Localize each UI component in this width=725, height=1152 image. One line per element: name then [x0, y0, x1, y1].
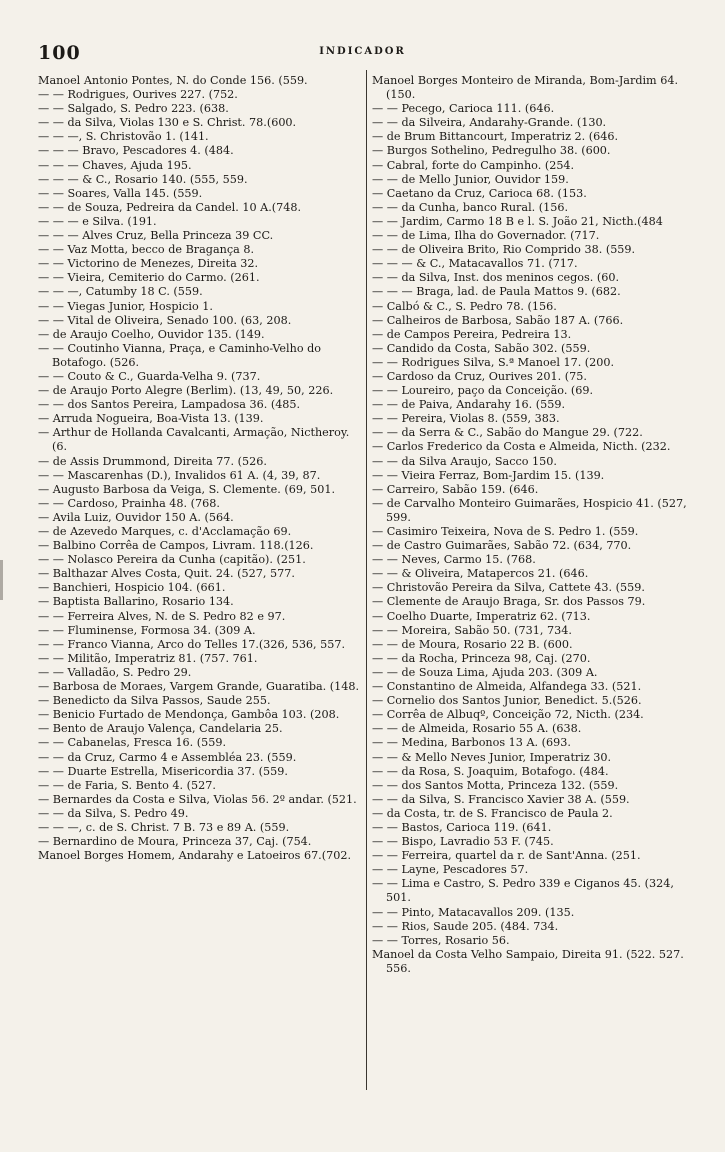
- directory-entry: — — de Paiva, Andarahy 16. (559.: [372, 398, 566, 412]
- directory-entry: — — Vieira Ferraz, Bom-Jardim 15. (139.: [372, 468, 605, 482]
- directory-entry: — — de Faria, S. Bento 4. (527.: [38, 778, 216, 792]
- directory-entry: Manoel da Costa Velho Sampaio, Direita 91. (522. 527. 556.: [372, 947, 684, 975]
- directory-entry: — — —, Catumby 18 C. (559.: [38, 285, 203, 299]
- directory-entry: — — Vieira, Cemiterio do Carmo. (261.: [38, 271, 260, 285]
- directory-entry: — Arruda Nogueira, Boa-Vista 13. (139.: [38, 412, 264, 426]
- directory-entry: — — da Silva, S. Pedro 49.: [38, 806, 189, 820]
- directory-entry: — — — e Silva. (191.: [38, 214, 157, 228]
- directory-entry: — de Campos Pereira, Pedreira 13.: [372, 327, 572, 341]
- directory-entry: — de Araujo Porto Alegre (Berlim). (13, 49, 50, 226.: [38, 384, 334, 398]
- directory-entry: — — — & C., Matacavallos 71. (717.: [372, 257, 578, 271]
- directory-entry: — de Carvalho Monteiro Guimarães, Hospicio 41. (527, 599.: [372, 496, 687, 524]
- directory-entry: — — Valladão, S. Pedro 29.: [38, 665, 192, 679]
- page-header: [0, 42, 725, 66]
- right-column: [372, 74, 698, 976]
- directory-entry: — — de Almeida, Rosario 55 A. (638.: [372, 722, 582, 736]
- directory-entry: — — da Silveira, Andarahy-Grande. (130.: [372, 116, 607, 130]
- directory-entry: — de Castro Guimarães, Sabão 72. (634, 770.: [372, 539, 632, 553]
- directory-entry: — Cornelio dos Santos Junior, Benedict. 5.(526.: [372, 694, 642, 708]
- directory-entry: — — Viegas Junior, Hospicio 1.: [38, 299, 213, 313]
- directory-entry: — Cabral, forte do Campinho. (254.: [372, 158, 575, 172]
- directory-entry: — Bernardino de Moura, Princeza 37, Caj. (754.: [38, 835, 312, 849]
- directory-entry: — de Araujo Coelho, Ouvidor 135. (149.: [38, 327, 265, 341]
- directory-entry: — Bento de Araujo Valença, Candelaria 25.: [38, 722, 283, 736]
- page-number: 100: [38, 42, 81, 64]
- directory-entry: — — & Mello Neves Junior, Imperatriz 30.: [372, 750, 612, 764]
- directory-entry: — — Coutinho Vianna, Praça, e Caminho-Velho do Botafogo. (526.: [38, 341, 322, 369]
- directory-entry: — Bernardes da Costa e Silva, Violas 56. 2º andar. (521.: [38, 792, 357, 806]
- directory-entry: — — Vaz Motta, becco de Bragança 8.: [38, 243, 255, 257]
- directory-entry: — — Cabanelas, Fresca 16. (559.: [38, 736, 227, 750]
- directory-entry: — de Assis Drummond, Direita 77. (526.: [38, 454, 267, 468]
- directory-entry: — Avila Luiz, Ouvidor 150 A. (564.: [38, 510, 234, 524]
- directory-entry: — — —, c. de S. Christ. 7 B. 73 e 89 A. (559.: [38, 820, 290, 834]
- directory-entry: — Benicio Furtado de Mendonça, Gambôa 103. (208.: [38, 708, 340, 722]
- directory-entry: — — Rios, Saude 205. (484. 734.: [372, 919, 559, 933]
- directory-entry: — — Rodrigues, Ourives 227. (752.: [38, 88, 238, 102]
- directory-entry: — — — Braga, lad. de Paula Mattos 9. (682.: [372, 285, 621, 299]
- directory-entry: — Benedicto da Silva Passos, Saude 255.: [38, 694, 271, 708]
- directory-entry: — — da Silva, Violas 130 e S. Christ. 78.(600.: [38, 116, 297, 130]
- directory-entry: — Candido da Costa, Sabão 302. (559.: [372, 341, 591, 355]
- directory-entry: — Barbosa de Moraes, Vargem Grande, Guaratiba. (148.: [38, 680, 360, 694]
- directory-entry: — — — Bravo, Pescadores 4. (484.: [38, 144, 234, 158]
- directory-entry: — Augusto Barbosa da Veiga, S. Clemente. (69, 501.: [38, 482, 336, 496]
- directory-entry: — Christovão Pereira da Silva, Cattete 43. (559.: [372, 581, 645, 595]
- directory-entry: — — dos Santos Motta, Princeza 132. (559.: [372, 778, 619, 792]
- directory-entry: — — da Rosa, S. Joaquim, Botafogo. (484.: [372, 764, 609, 778]
- directory-entry: — — da Silva Araujo, Sacco 150.: [372, 454, 557, 468]
- directory-entry: — — Fluminense, Formosa 34. (309 A.: [38, 623, 256, 637]
- directory-entry: — Casimiro Teixeira, Nova de S. Pedro 1. (559.: [372, 525, 639, 538]
- directory-entry: — — de Souza Lima, Ajuda 203. (309 A.: [372, 665, 598, 679]
- directory-entry: — — Militão, Imperatriz 81. (757. 761.: [38, 651, 258, 665]
- directory-entry: — — Loureiro, paço da Conceição. (69.: [372, 384, 594, 398]
- directory-entry: — — Layne, Pescadores 57.: [372, 863, 529, 877]
- directory-entry: — Constantino de Almeida, Alfandega 33. (521.: [372, 680, 642, 694]
- directory-entry: Manoel Borges Homem, Andarahy e Latoeiros 67.(702.: [38, 849, 352, 863]
- directory-entry: — Banchieri, Hospicio 104. (661.: [38, 581, 226, 595]
- directory-entry: — Coelho Duarte, Imperatriz 62. (713.: [372, 609, 591, 623]
- directory-entry: — — da Rocha, Princeza 98, Caj. (270.: [372, 651, 591, 665]
- directory-entry: — — Rodrigues Silva, S.ª Manoel 17. (200.: [372, 355, 615, 369]
- directory-entry: — — Cardoso, Prainha 48. (768.: [38, 496, 220, 510]
- directory-entry: — — Neves, Carmo 15. (768.: [372, 553, 536, 567]
- directory-entry: — — da Serra & C., Sabão do Mangue 29. (722.: [372, 426, 643, 440]
- directory-entry: — — de Moura, Rosario 22 B. (600.: [372, 637, 573, 651]
- directory-entry: Manoel Antonio Pontes, N. do Conde 156. (559.: [38, 74, 308, 87]
- directory-entry: — — Bispo, Lavradio 53 F. (745.: [372, 835, 554, 849]
- directory-entry: — — Vital de Oliveira, Senado 100. (63, 208.: [38, 313, 292, 327]
- directory-entry: — — da Silva, S. Francisco Xavier 38 A. (559.: [372, 792, 630, 806]
- directory-entry: — — Lima e Castro, S. Pedro 339 e Ciganos 45. (324, 501.: [372, 877, 674, 905]
- directory-entry: — — Ferreira, quartel da r. de Sant'Anna. (251.: [372, 849, 641, 863]
- directory-entry: — Carreiro, Sabão 159. (646.: [372, 482, 539, 496]
- directory-entry: — Baptista Ballarino, Rosario 134.: [38, 595, 234, 609]
- directory-entry: — — de Mello Junior, Ouvidor 159.: [372, 172, 569, 186]
- directory-entry: — — Victorino de Menezes, Direita 32.: [38, 257, 259, 271]
- directory-entry: — Arthur de Hollanda Cavalcanti, Armação, Nictheroy. (6.: [38, 426, 350, 454]
- directory-entry: — Burgos Sothelino, Pedregulho 38. (600.: [372, 144, 611, 158]
- directory-entry: — — de Oliveira Brito, Rio Comprido 38. (559.: [372, 243, 636, 257]
- directory-entry: — — Soares, Valla 145. (559.: [38, 186, 203, 200]
- column-divider: [366, 70, 367, 1090]
- directory-entry: — Balbino Corrêa de Campos, Livram. 118.(126.: [38, 539, 314, 553]
- directory-entry: — Cardoso da Cruz, Ourives 201. (75.: [372, 369, 587, 383]
- directory-entry: — — Pereira, Violas 8. (559, 383.: [372, 412, 560, 426]
- directory-entry: — — de Souza, Pedreira da Candel. 10 A.(748.: [38, 200, 302, 214]
- directory-entry: — Balthazar Alves Costa, Quit. 24. (527, 577.: [38, 567, 295, 581]
- directory-entry: — Calheiros de Barbosa, Sabão 187 A. (766.: [372, 313, 624, 327]
- directory-entry: — — da Cruz, Carmo 4 e Assembléa 23. (559.: [38, 750, 297, 764]
- directory-entry: — Calbó & C., S. Pedro 78. (156.: [372, 299, 557, 313]
- directory-entry: — — Moreira, Sabão 50. (731, 734.: [372, 623, 572, 637]
- directory-entry: — — Ferreira Alves, N. de S. Pedro 82 e 97.: [38, 609, 286, 623]
- directory-entry: — — Salgado, S. Pedro 223. (638.: [38, 102, 229, 116]
- directory-entry: — — — & C., Rosario 140. (555, 559.: [38, 172, 248, 186]
- directory-entry: — — Jardim, Carmo 18 B e l. S. João 21, Nicth.(484: [372, 214, 663, 228]
- directory-entry: — da Costa, tr. de S. Francisco de Paula 2.: [372, 806, 613, 820]
- directory-entry: — — Medina, Barbonos 13 A. (693.: [372, 736, 571, 750]
- directory-entry: — Corrêa de Albuqº, Conceição 72, Nicth. (234.: [372, 708, 644, 722]
- directory-entry: — Clemente de Araujo Braga, Sr. dos Passos 79.: [372, 595, 646, 609]
- directory-entry: — — Pecego, Carioca 111. (646.: [372, 102, 555, 116]
- directory-entry: — Caetano da Cruz, Carioca 68. (153.: [372, 186, 587, 200]
- directory-entry: — — Couto & C., Guarda-Velha 9. (737.: [38, 369, 261, 383]
- directory-entry: — — Nolasco Pereira da Cunha (capitão). (251.: [38, 553, 306, 567]
- directory-entry: — — & Oliveira, Matapercos 21. (646.: [372, 567, 589, 581]
- directory-entry: — — — Chaves, Ajuda 195.: [38, 158, 192, 172]
- directory-entry: — — Franco Vianna, Arco do Telles 17.(326, 536, 557.: [38, 637, 346, 651]
- directory-entry: — — Bastos, Carioca 119. (641.: [372, 820, 552, 834]
- running-title: INDICADOR: [319, 46, 406, 57]
- directory-entry: — — de Lima, Ilha do Governador. (717.: [372, 229, 600, 243]
- directory-entry: — — Mascarenhas (D.), Invalidos 61 A. (4, 39, 87.: [38, 468, 321, 482]
- directory-entry: — — dos Santos Pereira, Lampadosa 36. (485.: [38, 398, 301, 412]
- directory-entry: — — Pinto, Matacavallos 209. (135.: [372, 905, 575, 919]
- directory-entry: — Carlos Frederico da Costa e Almeida, Nicth. (232.: [372, 440, 671, 454]
- directory-entry: — — —, S. Christovão 1. (141.: [38, 130, 209, 144]
- page-edge-shadow: [0, 560, 3, 600]
- directory-entry: Manoel Borges Monteiro de Miranda, Bom-Jardim 64. (150.: [372, 74, 679, 102]
- directory-entry: — — Torres, Rosario 56.: [372, 933, 510, 947]
- directory-entry: — — — Alves Cruz, Bella Princeza 39 CC.: [38, 229, 274, 243]
- directory-entry: — — da Cunha, banco Rural. (156.: [372, 200, 569, 214]
- directory-entry: — — Duarte Estrella, Misericordia 37. (559.: [38, 764, 288, 778]
- directory-entry: — — da Silva, Inst. dos meninos cegos. (60.: [372, 271, 620, 285]
- directory-entry: — de Azevedo Marques, c. d'Acclamação 69.: [38, 525, 292, 538]
- directory-entry: — de Brum Bittancourt, Imperatriz 2. (646.: [372, 130, 619, 144]
- left-column: [38, 74, 364, 863]
